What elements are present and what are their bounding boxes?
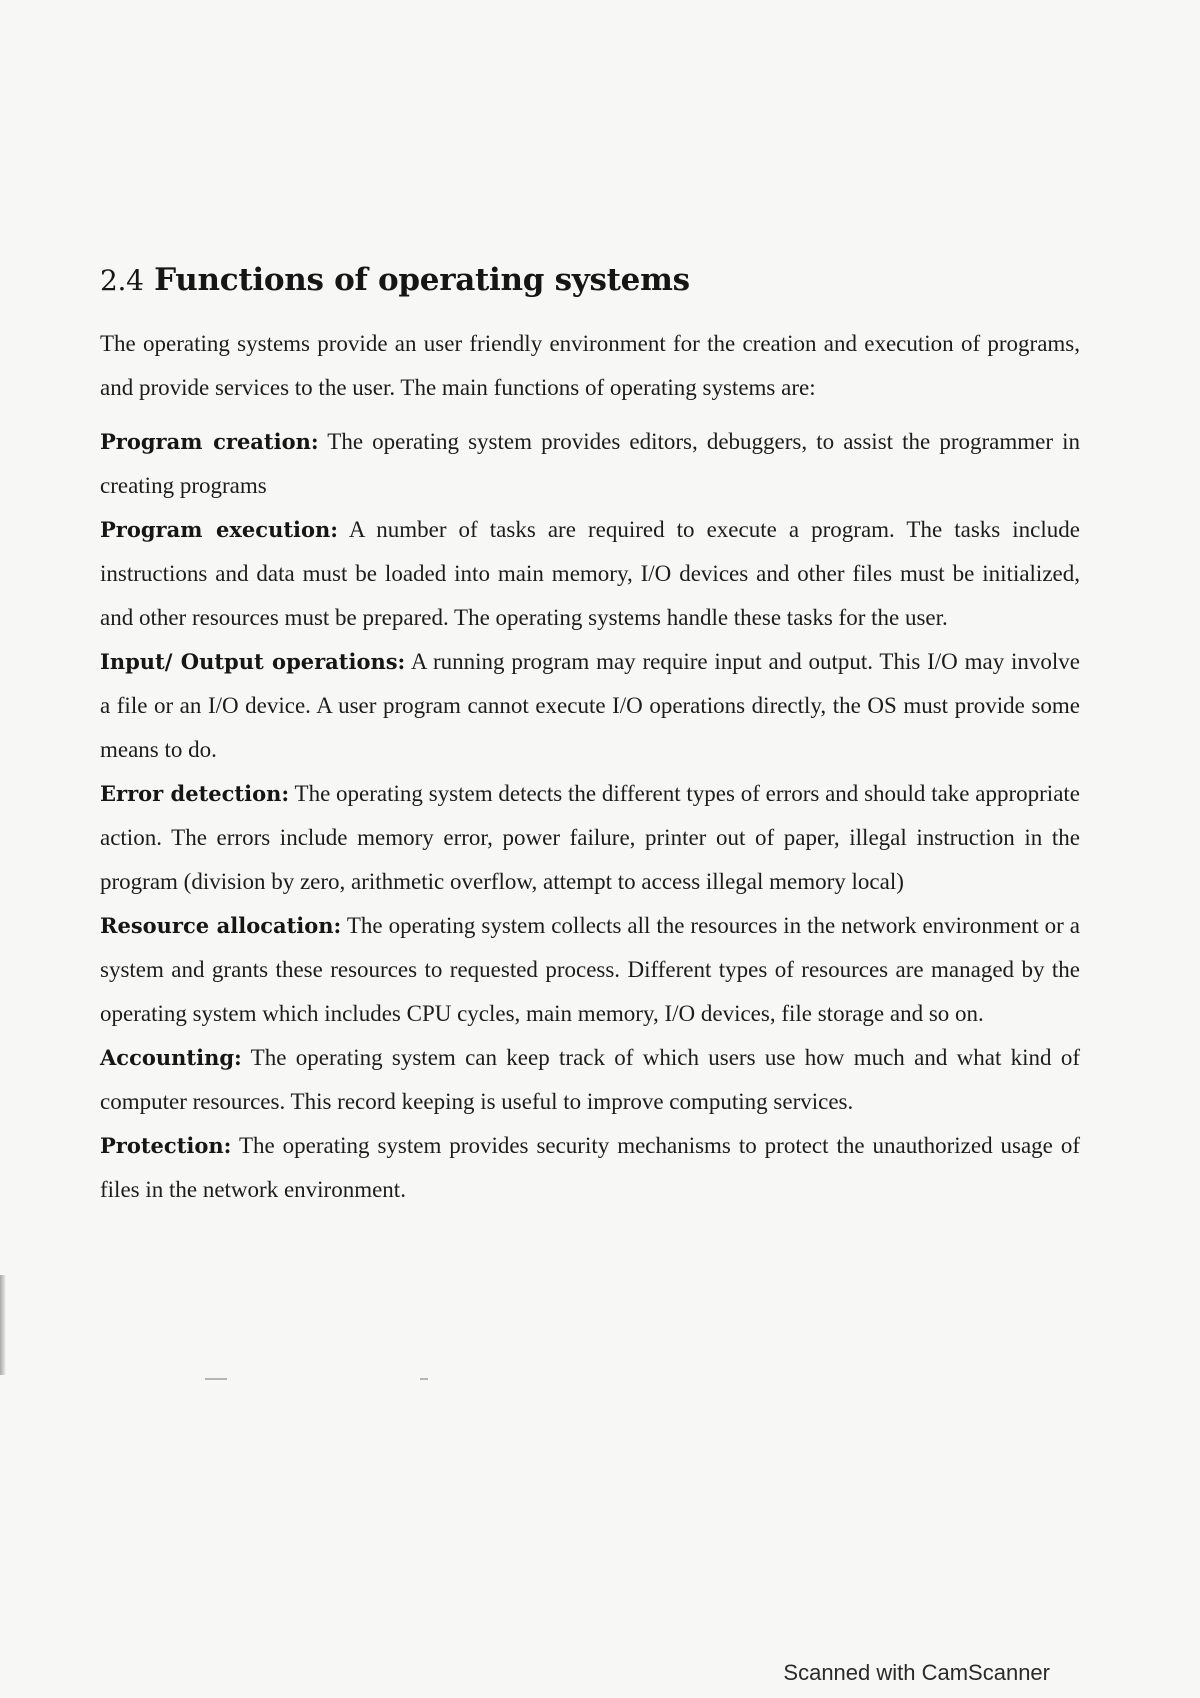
function-description: A running program may require input and output. This I/O may involve a file or an I/O device. A user program cannot execute I/O operations directly, the OS must provide some means to do. [100,649,1080,762]
document-body [100,262,1080,1212]
function-description: A number of tasks are required to execute a program. The tasks include instructions and data must be loaded into main memory, I/O devices and other files must be initialized, and other resources must be prepared. The operating systems handle these tasks for the user. [100,517,1080,630]
function-item-resource-allocation [100,904,1080,1036]
function-description: The operating system provides editors, debuggers, to assist the programmer in creating programs [100,429,1080,498]
section-number: 2.4 [100,264,144,297]
function-description: The operating system provides security mechanisms to protect the unauthorized usage of files in the network environment. [100,1133,1080,1202]
function-term: Program execution: [100,517,339,542]
function-term: Input/ Output operations: [100,649,406,674]
intro-paragraph: The operating systems provide an user friendly environment for the creation and execution of programs, and provide services to the user. The main functions of operating systems are: [100,331,1080,400]
section-heading [100,262,1080,298]
function-item-program-execution [100,508,1080,640]
function-term: Protection: [100,1133,232,1158]
function-term: Program creation: [100,429,319,454]
function-description: The operating system collects all the resources in the network environment or a system and grants these resources to requested process. Different types of resources are managed by the operating system which includes CPU cycles, main memory, I/O devices, file storage and so on. [100,913,1080,1026]
function-description: The operating system detects the different types of errors and should take appropriate action. The errors include memory error, power failure, printer out of paper, illegal instruction in the program (division by zero, arithmetic overflow, attempt to access illegal memory local) [100,781,1080,894]
function-term: Error detection: [100,781,290,806]
function-item-io-operations [100,640,1080,772]
page-edge-shadow [0,1275,6,1375]
function-item-protection [100,1124,1080,1212]
function-term: Resource allocation: [100,913,342,938]
function-item-error-detection [100,772,1080,904]
section-title: Functions of operating systems [154,262,690,298]
camscanner-watermark: Scanned with CamScanner [783,1660,1050,1685]
function-description: The operating system can keep track of which users use how much and what kind of computer resources. This record keeping is useful to improve computing services. [100,1045,1080,1114]
function-term: Accounting: [100,1045,242,1070]
function-item-accounting [100,1036,1080,1124]
scan-artifact-dash [205,1378,227,1380]
function-item-program-creation [100,420,1080,508]
scan-artifact-dash [420,1378,428,1380]
